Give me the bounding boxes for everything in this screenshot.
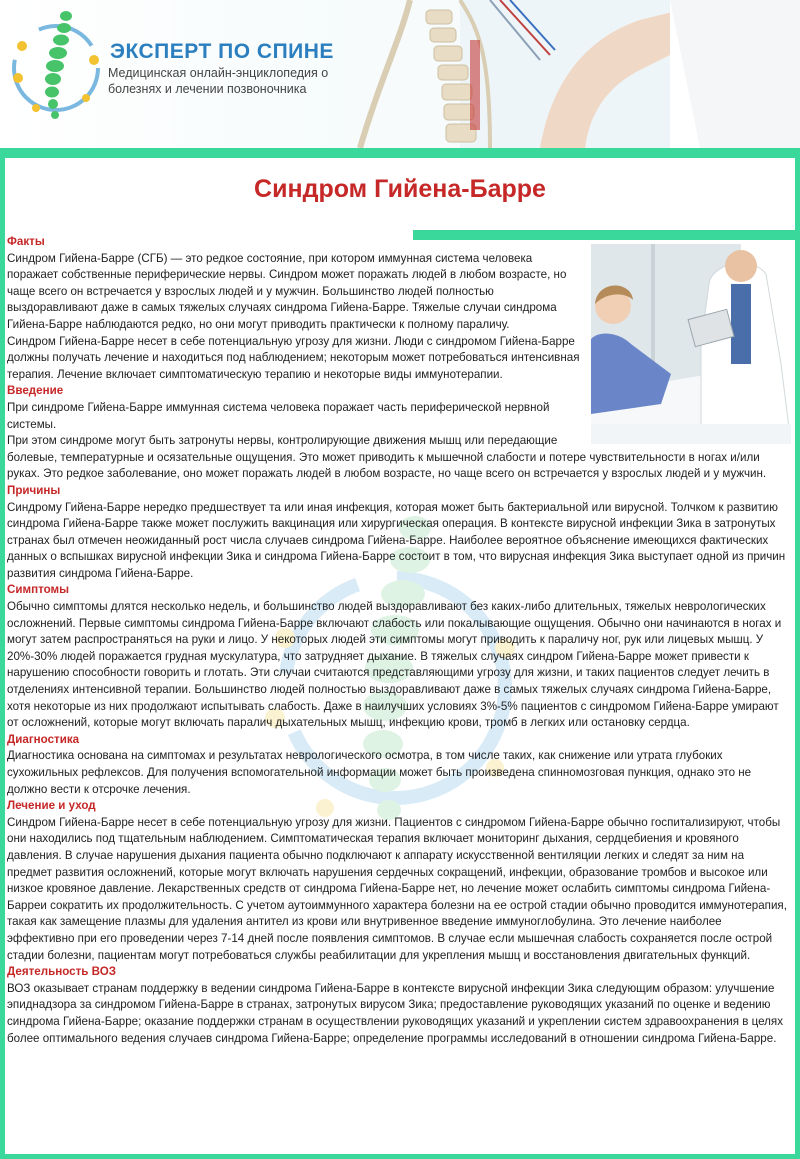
section-paragraph: Синдрому Гийена-Барре нередко предшествует та или иная инфекция, которая может быть бактериальной или вирусной. Толчком к развитию синдрома Гийена-Барре также может послужить вакцинация или хирургическая операция. В контексте вирусной инфекции Зика в затронутых странах был отмечен неожиданный рост числа случаев синдрома Гийена-Барре. Наиболее вероятное объяснение имеющихся фактических данных о вспышках вирусной инфекции Зика и синдрома Гийена-Барре состоит в том, что вирусная инфекция Зика выступает одной из причин развития синдрома Гийена-Барре. <box>7 500 786 580</box>
section-heading: Лечение и уход <box>7 799 96 813</box>
section-heading: Факты <box>7 235 45 248</box>
section-paragraph: При этом синдроме могут быть затронуты нервы, контролирующие движения мышц или передающие болевые, температурные и осязательные ощущения. Это может приводить к мышечной слабости и потере чувствительности в ногах и/или руках. Это редкое заболевание, оно может поражать людей в любом возрасте, но чаще всего он встречается у взрослых людей и у мужчин. <box>7 434 767 481</box>
section-paragraph: Обычно симптомы длятся несколько недель, и большинство людей выздоравливают без каких-либо длительных, тяжелых неврологических осложнений. Первые симптомы синдрома Гийена-Барре включают слабость или покалывающие ощущения. Обычно они начинаются в ногах и могут затем распространяться на руки и лицо. У некоторых людей эти симптомы могут приводить к параличу ног, рук или лицевых мышц. У 20%-30% людей поражается грудная мускулатура, что затрудняет дыхание. В тяжелых случаях синдром Гийена-Барре может привести к нарушению способности говорить и глотать. Эти случаи считаются представляющими угрозу для жизни, и таких пациентов следует лечить в отделениях интенсивной терапии. Большинство людей полностью выздоравливают даже в самых тяжелых случаях синдрома Гийена-Барре, хотя некоторые из них продолжают испытывать слабость. Даже в наилучших условиях 3%-5% пациентов с синдромом Гийена-Барре умирают от осложнений, которые могут включать паралич дыхательных мышц, инфекцию крови, тромб в легких или остановку сердца. <box>7 600 782 730</box>
spine-model-illustration <box>340 0 800 148</box>
section-heading: Диагностика <box>7 732 80 746</box>
section-diagnostics <box>7 732 791 798</box>
section-paragraph: Синдром Гийена-Барре несет в себе потенциальную угрозу для жизни. Пациентов с синдромом Гийена-Барре обычно госпитализируют, чтобы они находились под тщательным наблюдением. Симптоматическая терапия включает мониторинг дыхания, сердцебиения и кровяного давления. В случае нарушения дыхания пациента обычно подключают к аппарату искусственной вентиляции легких и следят за ним на предмет развития осложнений, которые могут включать нарушения сердечных сокращений, инфекции, образование тромбов и высокое или низкое кровяное давление. Лекарственных средств от синдрома Гийена-Барре нет, но лечение может ослабить симптомы синдрома Гийена-Барреи сократить их продолжительность. С учетом аутоиммунного характера болезни на ее острой стадии обычно проводится иммунотерапия, такая как замещение плазмы для удаления антител из крови или внутривенное введение иммуноглобулина. Это лечение наиболее эффективно при его проведении через 7-14 дней после появления симптомов. В случае если мышечная слабость сохраняется после острой стадии болезни, пациентам могут потребоваться службы реабилитации для укрепления мышц и восстановления двигательных функций. <box>7 815 787 962</box>
brand-subtitle: Медицинская онлайн-энциклопедия о болезнях и лечении позвоночника <box>108 66 329 96</box>
section-paragraph: Диагностика основана на симптомах и результатах неврологического осмотра, в том числе таких, как снижение или утрата глубоких сухожильных рефлексов. Для получения вспомогательной информации может быть произведена спинномозговая пункция, однако это не должно вести к отсрочке лечения. <box>7 749 752 796</box>
doctor-patient-photo <box>591 244 791 444</box>
section-heading: Деятельность ВОЗ <box>7 965 117 979</box>
section-who <box>7 964 791 1047</box>
site-header <box>0 0 800 148</box>
brand-title[interactable]: ЭКСПЕРТ ПО СПИНЕ <box>110 40 334 63</box>
section-paragraph: Синдром Гийена-Барре несет в себе потенциальную угрозу для жизни. Люди с синдромом Гийена-Барре должны получать лечение и находиться под наблюдением; некоторым может потребоваться интенсивная терапия. Лечение включает симптоматическую терапию и некоторые виды иммунотерапии. <box>7 334 580 381</box>
section-heading: Симптомы <box>7 583 70 597</box>
section-treatment <box>7 798 791 964</box>
title-band <box>5 158 795 228</box>
page-title: Синдром Гийена-Барре <box>254 175 546 203</box>
section-heading: Введение <box>7 384 64 398</box>
section-symptoms <box>7 582 791 731</box>
spine-logo-icon[interactable] <box>6 6 106 126</box>
section-causes <box>7 483 791 583</box>
section-heading: Причины <box>7 483 61 497</box>
section-paragraph: ВОЗ оказывает странам поддержку в ведении синдрома Гийена-Барре в контексте вирусной инфекции Зика следующим образом: улучшение эпиднадзора за синдромом Гийена-Барре в странах, затронутых вирусом Зика; предоставление руководящих указаний по оценке и ведению синдрома Гийена-Барре; оказание поддержки странам в осуществлении руководящих указаний и укреплении систем здравоохранения в целях более оптимального ведения случаев синдрома Гийена-Барре; определение программы исследований в отношении синдрома Гийена-Барре. <box>7 981 783 1045</box>
article-container <box>5 158 795 1154</box>
article-body <box>7 234 791 1047</box>
section-paragraph: При синдроме Гийена-Барре иммунная система человека поражает часть периферической нервной системы. <box>7 400 550 431</box>
section-paragraph: Синдром Гийена-Барре (СГБ) — это редкое состояние, при котором иммунная система человека поражает собственные периферические нервы. Синдром может поражать людей в любом возрасте, но чаще всего он встречается у взрослых людей и у мужчин. Большинство людей полностью выздоравливают даже в самых тяжелых случаях синдрома Гийена-Барре. Тяжелые случаи синдрома Гийена-Барре наблюдаются редко, но они могут приводить практически к полному параличу. <box>7 251 567 331</box>
